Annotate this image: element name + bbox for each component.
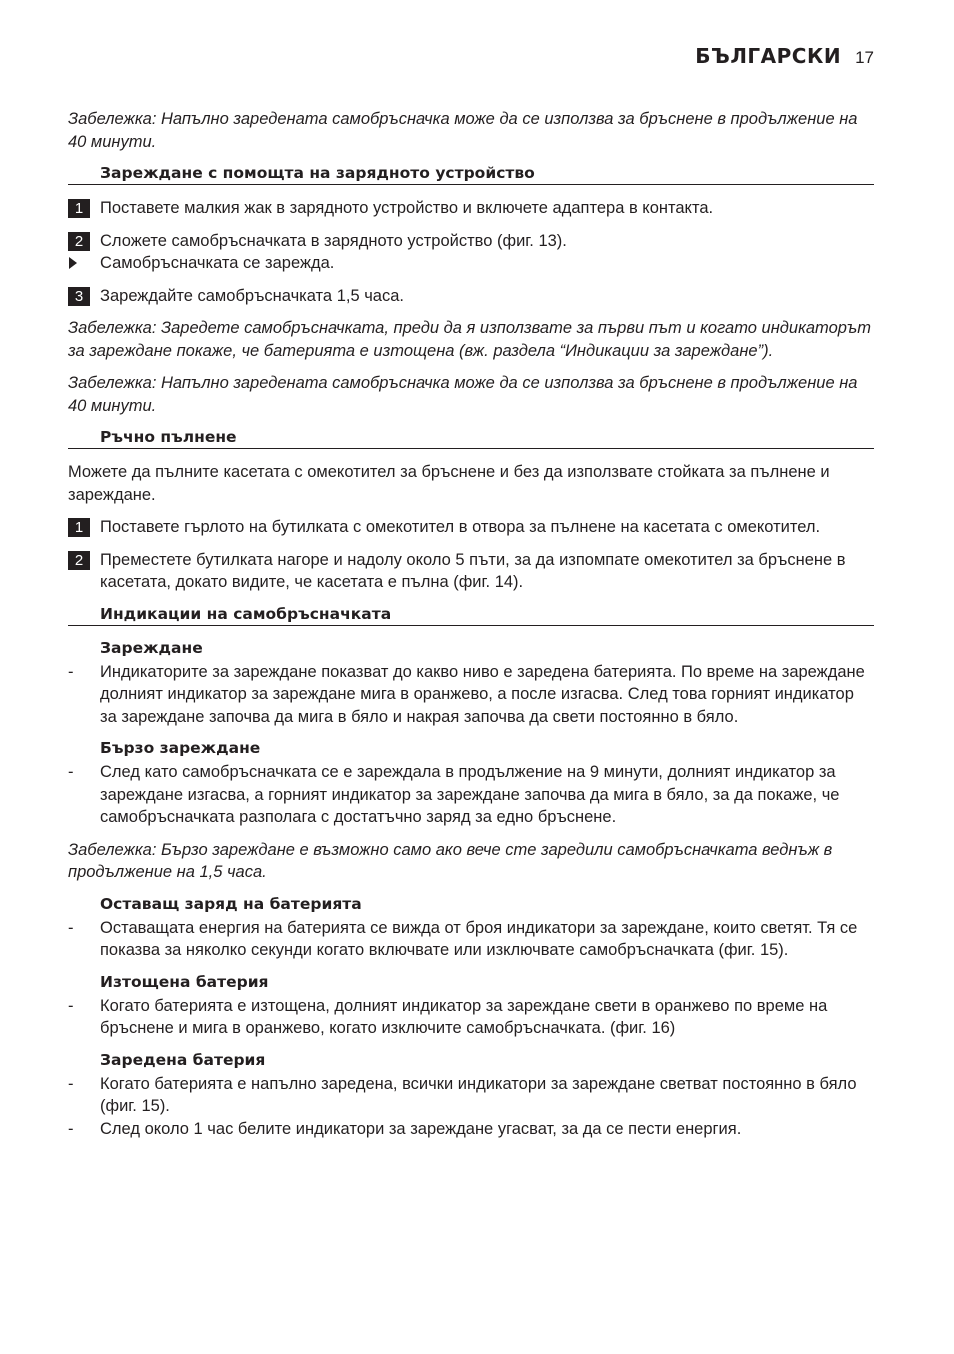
fill-step-2	[68, 549, 874, 594]
list-item: - Когато батерията е изтощена, долният индикатор за зареждане свети в оранжево по време на бръснене и мига в оранжево, когато изключите самобръсначката. (фиг. 16)	[68, 996, 828, 1037]
bullet-list	[68, 917, 874, 962]
step-number: 2	[68, 232, 90, 251]
subheading-empty-battery: Изтощена батерия	[100, 972, 269, 991]
page-header	[695, 44, 874, 68]
step-3	[68, 285, 874, 308]
note: Забележка: Напълно заредената самобръсначка може да се използва за бръснене в продължение на 40 минути.	[68, 110, 858, 151]
page-number: 17	[855, 48, 874, 67]
list-item: - Индикаторите за зареждане показват до какво ниво е заредена батерията. По време на зареждане долният индикатор за зареждане мига в оранжево, а после изгасва. След това горният индикатор за зареждане започва да мига в бяло и накрая започва да свети постоянно в бяло.	[68, 662, 865, 726]
bullet-list	[68, 1073, 874, 1141]
section-heading-charging-stand: Зареждане с помощта на зарядното устройство	[68, 163, 874, 185]
bullet-list	[68, 761, 874, 829]
subheading-full-battery: Заредена батерия	[100, 1050, 266, 1069]
section-heading-indications: Индикации на самобръсначката	[68, 604, 874, 626]
step-number: 2	[68, 551, 90, 570]
note: Забележка: Бързо зареждане е възможно само ако вече сте заредили самобръсначката веднъж в продължение на 1,5 часа.	[68, 840, 833, 881]
step-result	[68, 252, 874, 275]
note: Забележка: Напълно заредената самобръсначка може да се използва за бръснене в продължение на 40 минути.	[68, 374, 858, 415]
page-content	[68, 108, 874, 1150]
step-2	[68, 230, 874, 253]
subheading-quick-charge: Бързо зареждане	[100, 739, 261, 757]
result-text: Самобръсначката се зарежда.	[100, 254, 335, 272]
bullet-list	[68, 661, 874, 729]
section-heading-manual-fill: Ръчно пълнене	[68, 427, 874, 449]
list-item: - След около 1 час белите индикатори за зареждане угасват, за да се пести енергия.	[68, 1119, 742, 1138]
step-text: Зареждайте самобръсначката 1,5 часа.	[100, 286, 404, 305]
step-1	[68, 197, 874, 220]
step-text: Поставете гърлото на бутилката с омекотител в отвора за пълнене на касетата с омекотител.	[100, 518, 821, 536]
result-arrow-icon	[68, 252, 100, 274]
note: Забележка: Заредете самобръсначката, преди да я използвате за първи път и когато индикаторът за зареждане покаже, че батерията е изтощена (вж. раздела “Индикации за зареждане”).	[68, 319, 871, 360]
step-text: Преместете бутилката нагоре и надолу около 5 пъти, за да изпомпате омекотител за бръснене в касетата, докато видите, че касетата е пълна (фиг. 14).	[100, 550, 846, 591]
step-number: 3	[68, 287, 90, 306]
paragraph: Можете да пълните касетата с омекотител за бръснене и без да използвате стойката за пълнене и зареждане.	[68, 463, 830, 504]
step-number: 1	[68, 199, 90, 218]
bullet-list	[68, 995, 874, 1040]
list-item: - Оставащата енергия на батерията се вижда от броя индикатори за зареждане, които светят. Тя се показва за няколко секунди когато включвате или изключвате самобръсначката (фиг. 15).	[68, 918, 858, 959]
subheading-charging: Зареждане	[100, 638, 203, 657]
step-text: Поставете малкия жак в зарядното устройство и включете адаптера в контакта.	[100, 199, 714, 217]
step-number: 1	[68, 518, 90, 537]
fill-step-1	[68, 516, 874, 539]
list-item: - Когато батерията е напълно заредена, всички индикатори за зареждане светват постоянно в бяло (фиг. 15).	[68, 1074, 857, 1115]
list-item: - След като самобръсначката се е зареждала в продължение на 9 минути, долният индикатор за зареждане изгасва, а горният индикатор за зареждане започва да мига в бяло, за да покаже, че самобръсначката разполага с достатъчно заряд за едно бръснене.	[68, 763, 840, 826]
step-text: Сложете самобръсначката в зарядното устройство (фиг. 13).	[100, 231, 567, 250]
subheading-remaining-charge: Оставащ заряд на батерията	[100, 894, 362, 913]
language-label: БЪЛГАРСКИ	[695, 44, 842, 68]
